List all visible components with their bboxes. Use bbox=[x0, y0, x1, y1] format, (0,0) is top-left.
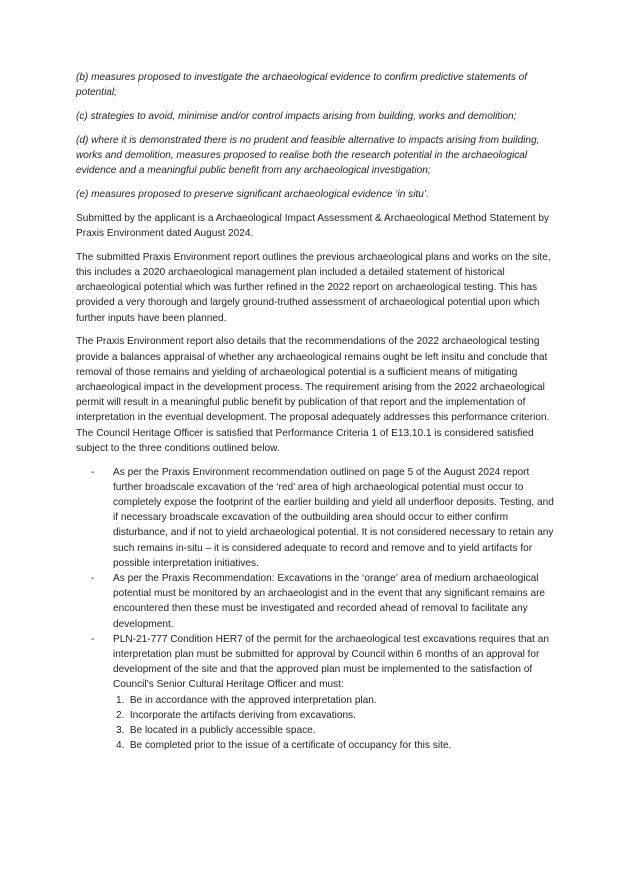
condition-text: As per the Praxis Environment recommendation outlined on page 5 of the August 2024 report further broadscale excavation of the ‘red’ area of high archaeological potential must occur to completely expose the footprint of the earlier building and yield all underfloor deposits. Testing, and if necessary broadscale excavation of the outbuilding area should occur to either confirm disturbance, and if not to yield archaeological potential. It is not considered necessary to retain any such remains in-situ – it is considered adequate to record and remove and to yield artifacts for possible interpretation initiatives. bbox=[113, 466, 554, 569]
criterion-e: (e) measures proposed to preserve significant archaeological evidence ‘in situ’. bbox=[76, 189, 429, 200]
interpretation-requirements-list bbox=[113, 693, 554, 754]
condition-item-interpretation-plan bbox=[76, 632, 554, 754]
criterion-d: (d) where it is demonstrated there is no prudent and feasible alternative to impacts arising from building, works and demolition, measures proposed to realise both the research potential in the archaeological evidence and a meaningful public benefit from any archaeological investigation; bbox=[76, 134, 540, 177]
document-page bbox=[76, 70, 554, 753]
requirement-item: 3. Be located in a publicly accessible space. bbox=[116, 725, 316, 737]
criterion-c: (c) strategies to avoid, minimise and/or control impacts arising from building, works and demolition; bbox=[76, 111, 517, 122]
requirement-item: 1. Be in accordance with the approved interpretation plan. bbox=[116, 694, 377, 706]
requirement-item: 4. Be completed prior to the issue of a certificate of occupancy for this site. bbox=[116, 740, 452, 752]
bullet-dash: - bbox=[91, 633, 95, 645]
recommendations-paragraph: The Praxis Environment report also details that the recommendations of the 2022 archaeological testing provide a balances appraisal of whether any archaeological remains ought be left insitu and conclude that removal of those remains and yielding of archaeological potential is a sufficient means of mitigating archaeological impact in the development process. The requirement arising from the 2022 archaeological permit will result in a meaningful public benefit by publication of that report and the implementation of interpretation in the eventual development. The proposal adequately addresses this performance criterion. The Council Heritage Officer is satisfied that Performance Criteria 1 of E13.10.1 is considered satisfied subject to the three conditions outlined below. bbox=[76, 336, 550, 454]
criterion-b: (b) measures proposed to investigate the archaeological evidence to confirm predictive statements of potential; bbox=[76, 72, 528, 99]
report-summary-paragraph: The submitted Praxis Environment report outlines the previous archaeological plans and works on the site, this includes a 2020 archaeological management plan included a detailed statement of historical archaeological potential which was further refined in the 2022 report on archaeological testing. This has provided a very thorough and largely ground-truthed assessment of archaeological potential upon which further inputs have been planned. bbox=[76, 251, 551, 324]
condition-text: As per the Praxis Recommendation: Excavations in the ‘orange’ area of medium archaeological potential must be monitored by an archaeologist and in the event that any significant remains are encountered then these must be investigated and recorded ahead of removal to facilitate any development. bbox=[113, 573, 546, 630]
conditions-list bbox=[76, 465, 554, 754]
condition-item-red-area bbox=[76, 465, 554, 571]
condition-text: PLN-21-777 Condition HER7 of the permit for the archaeological test excavations requires that an interpretation plan must be submitted for approval by Council within 6 months of an approval for development of the site and that the approved plan must be implemented to the satisfaction of Council’s Senior Cultural Heritage Officer and must: bbox=[113, 633, 549, 691]
requirement-item: 2. Incorporate the artifacts deriving from excavations. bbox=[116, 709, 356, 721]
bullet-dash: - bbox=[91, 466, 95, 478]
condition-item-orange-area bbox=[76, 571, 554, 632]
bullet-dash: - bbox=[91, 573, 95, 585]
submission-paragraph: Submitted by the applicant is a Archaeological Impact Assessment & Archaeological Method Statement by Praxis Environment dated August 2024. bbox=[76, 212, 549, 239]
